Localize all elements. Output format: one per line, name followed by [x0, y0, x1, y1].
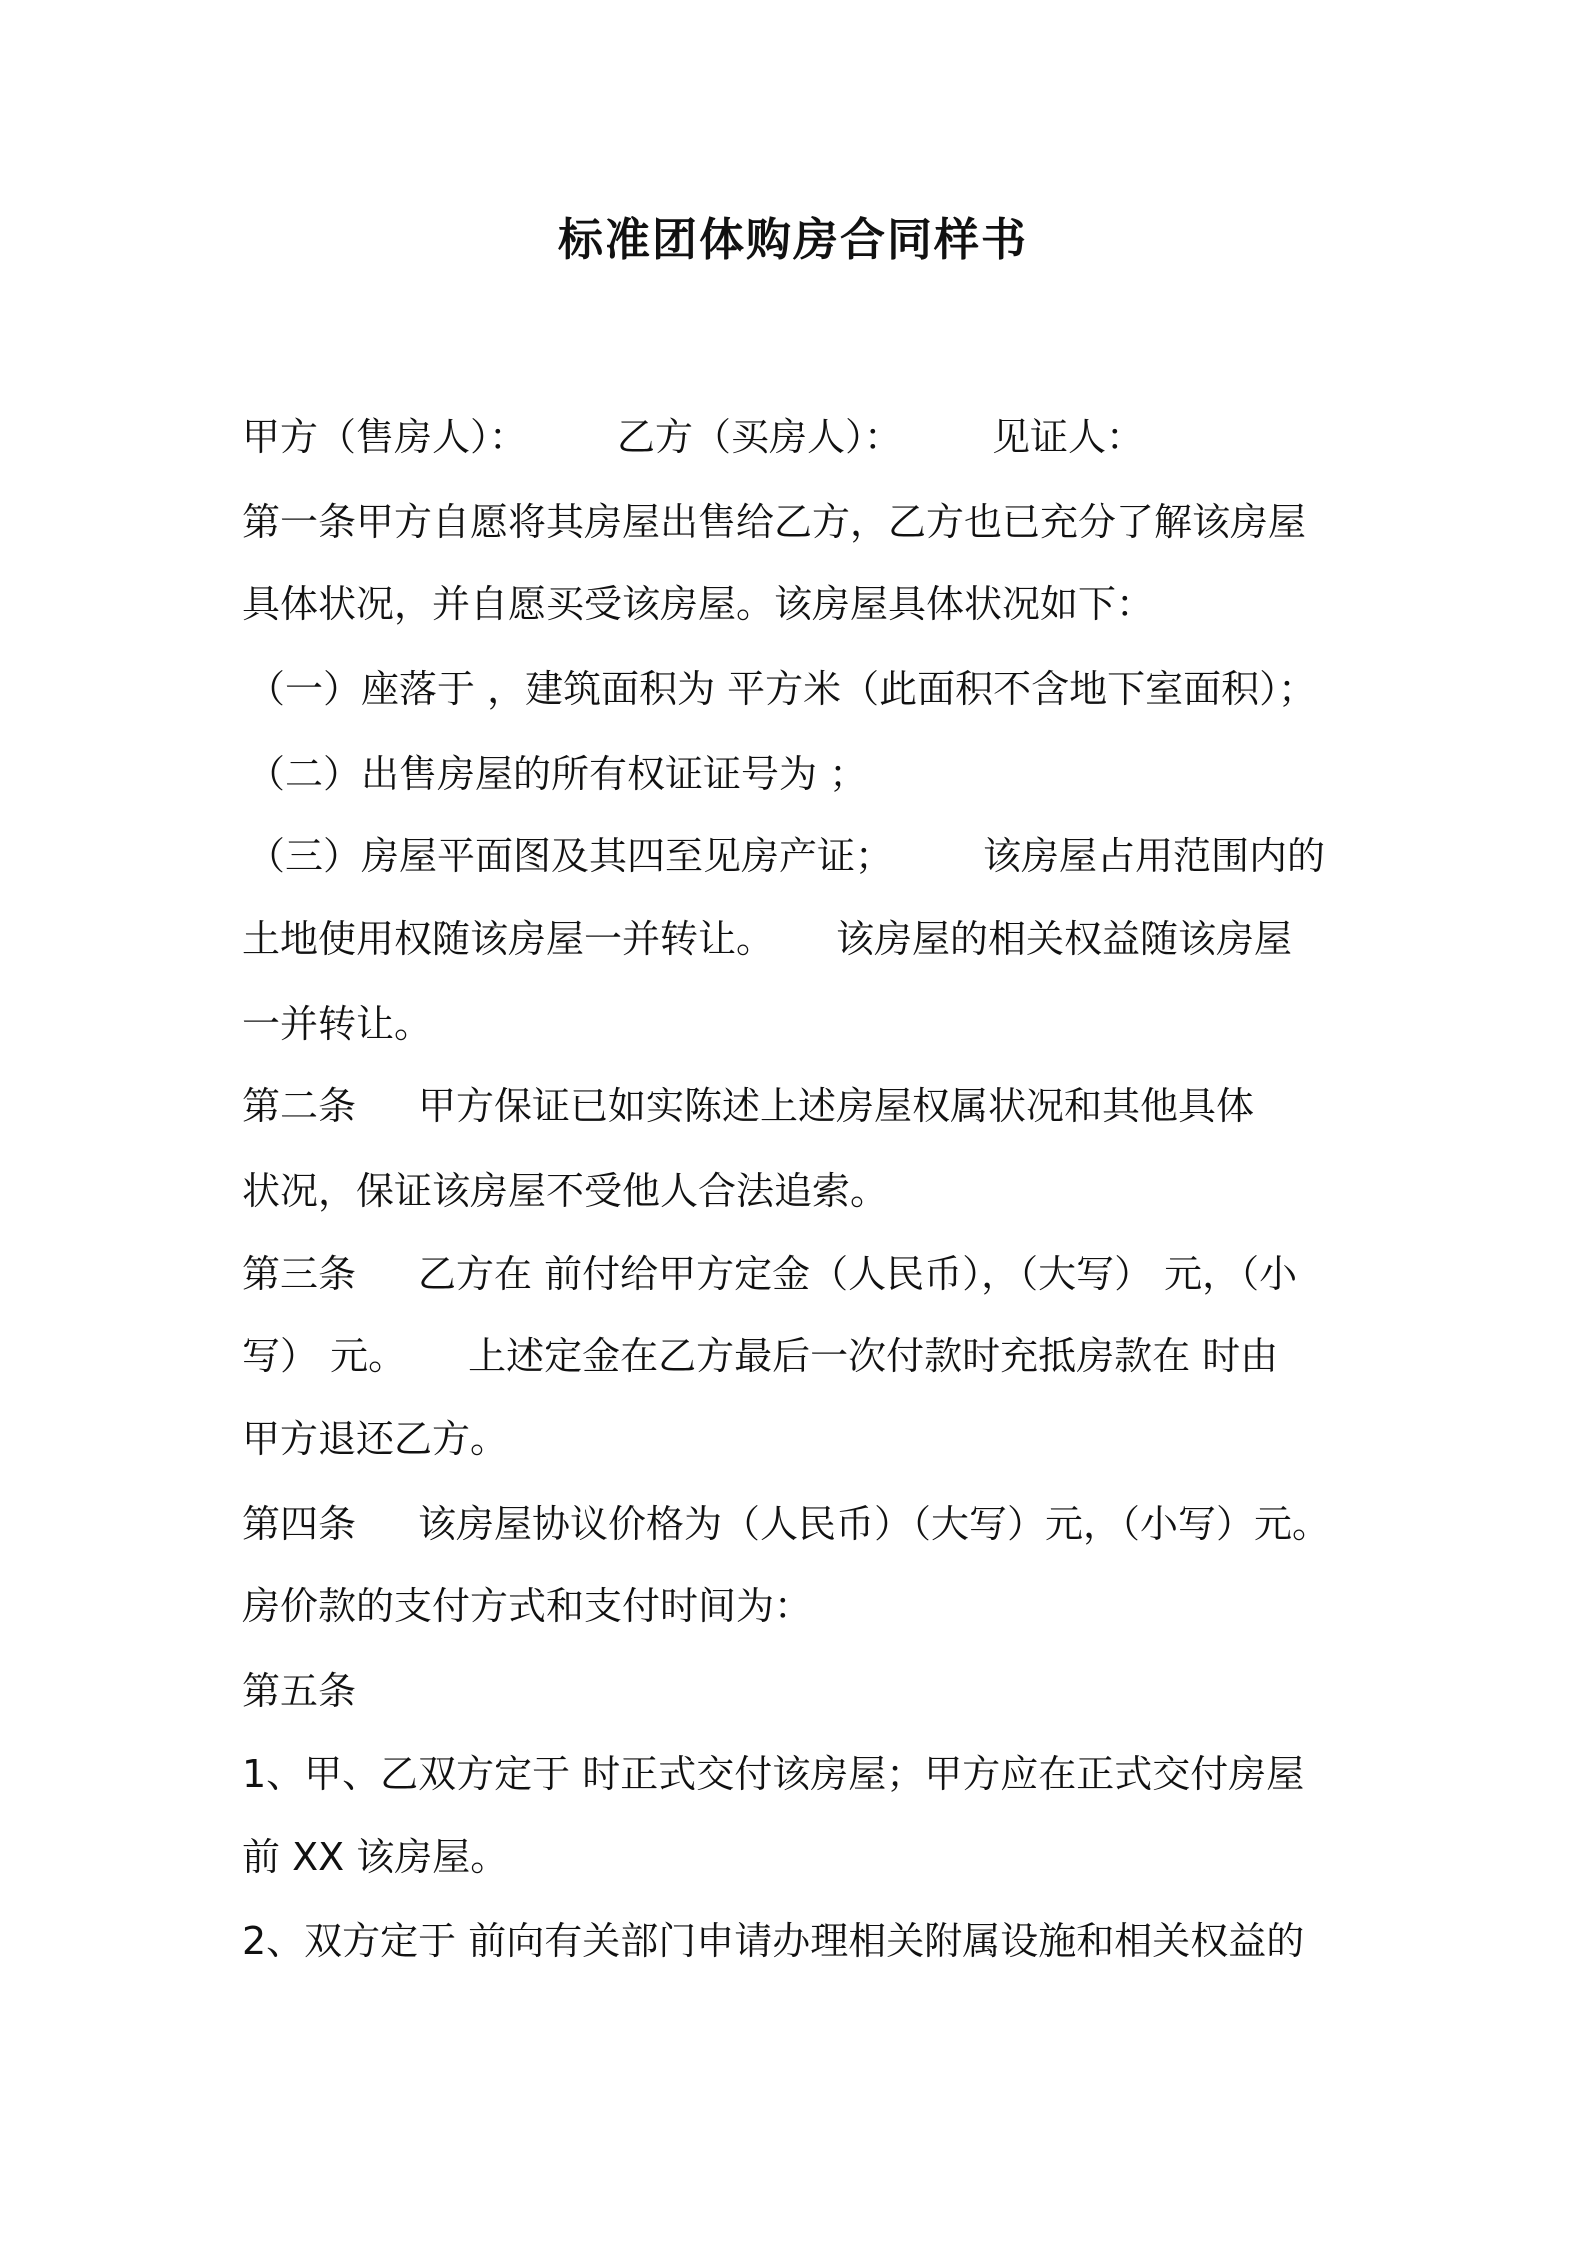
article-1-item-3 — [247, 827, 1325, 885]
article-4-heading: 第四条 — [242, 1502, 357, 1546]
party-seller-label: 甲方（售房人）： — [242, 415, 528, 459]
article-5-item-2-line-1 — [242, 1912, 1304, 1970]
article-1-line-2 — [242, 575, 1154, 633]
article-1-item-2-text: （二）出售房屋的所有权证证号为 ； — [247, 752, 868, 796]
article-1-item-1 — [247, 660, 1316, 718]
article-1-item-3-text-2: 该房屋占用范围内的 — [983, 834, 1326, 878]
article-5-heading-line — [242, 1662, 356, 1720]
article-2-text-2: 状况，保证该房屋不受他人合法追索。 — [242, 1169, 889, 1213]
article-1-item-3-text: （三）房屋平面图及其四至见房产证； — [247, 834, 894, 878]
article-3-line-3 — [242, 1410, 508, 1468]
article-5-heading: 第五条 — [242, 1669, 357, 1713]
article-3-text-2a: 写） 元。 — [242, 1334, 407, 1378]
article-3-text-3: 甲方退还乙方。 — [242, 1417, 509, 1461]
article-1-line-6 — [242, 910, 1292, 968]
article-5-item-1-text-2: 前 XX 该房屋。 — [242, 1835, 509, 1879]
article-1-text-1: 第一条甲方自愿将其房屋出售给乙方，乙方也已充分了解该房屋 — [242, 500, 1307, 544]
witness-label: 见证人： — [992, 415, 1145, 459]
article-2-line-1 — [242, 1077, 1254, 1135]
article-5-item-1-line-2 — [242, 1828, 508, 1886]
article-1-line-1 — [242, 493, 1306, 551]
article-3-line-2 — [242, 1327, 1278, 1385]
article-2-text-1: 甲方保证已如实陈述上述房屋权属状况和其他具体 — [418, 1084, 1255, 1128]
article-5-item-1-line-1 — [242, 1745, 1304, 1803]
article-4-text-2: 房价款的支付方式和支付时间为： — [242, 1584, 813, 1628]
article-5-item-1-text-1: 1、甲、乙双方定于 时正式交付该房屋；甲方应在正式交付房屋 — [242, 1752, 1305, 1796]
article-3-heading: 第三条 — [242, 1252, 357, 1296]
article-1-item-1-text: （一）座落于 ，建筑面积为 平方米（此面积不含地下室面积）； — [247, 667, 1317, 711]
article-1-text-2: 具体状况，并自愿买受该房屋。该房屋具体状况如下： — [242, 582, 1155, 626]
article-4-line-2 — [242, 1577, 812, 1635]
article-4-text-1: 该房屋协议价格为（人民币）（大写）元，（小写）元。 — [418, 1502, 1331, 1546]
article-3-line-1 — [242, 1245, 1297, 1303]
article-5-item-2-text-1: 2、双方定于 前向有关部门申请办理相关附属设施和相关权益的 — [242, 1919, 1305, 1963]
article-1-text-6a: 土地使用权随该房屋一并转让。 — [242, 917, 775, 961]
article-1-line-7 — [242, 995, 432, 1053]
article-2-line-2 — [242, 1162, 888, 1220]
party-buyer-label: 乙方（买房人）： — [617, 415, 903, 459]
article-3-text-1: 乙方在 前付给甲方定金（人民币），（大写） 元，（小 — [418, 1252, 1298, 1296]
article-1-text-6b: 该房屋的相关权益随该房屋 — [836, 917, 1293, 961]
article-1-text-7: 一并转让。 — [242, 1002, 433, 1046]
document-title: 标准团体购房合同样书 — [557, 213, 1028, 266]
article-1-item-2 — [247, 745, 867, 803]
article-3-text-2b: 上述定金在乙方最后一次付款时充抵房款在 时由 — [468, 1334, 1279, 1378]
article-4-line-1 — [242, 1495, 1330, 1553]
article-2-heading: 第二条 — [242, 1084, 357, 1128]
parties-line — [242, 408, 1144, 466]
